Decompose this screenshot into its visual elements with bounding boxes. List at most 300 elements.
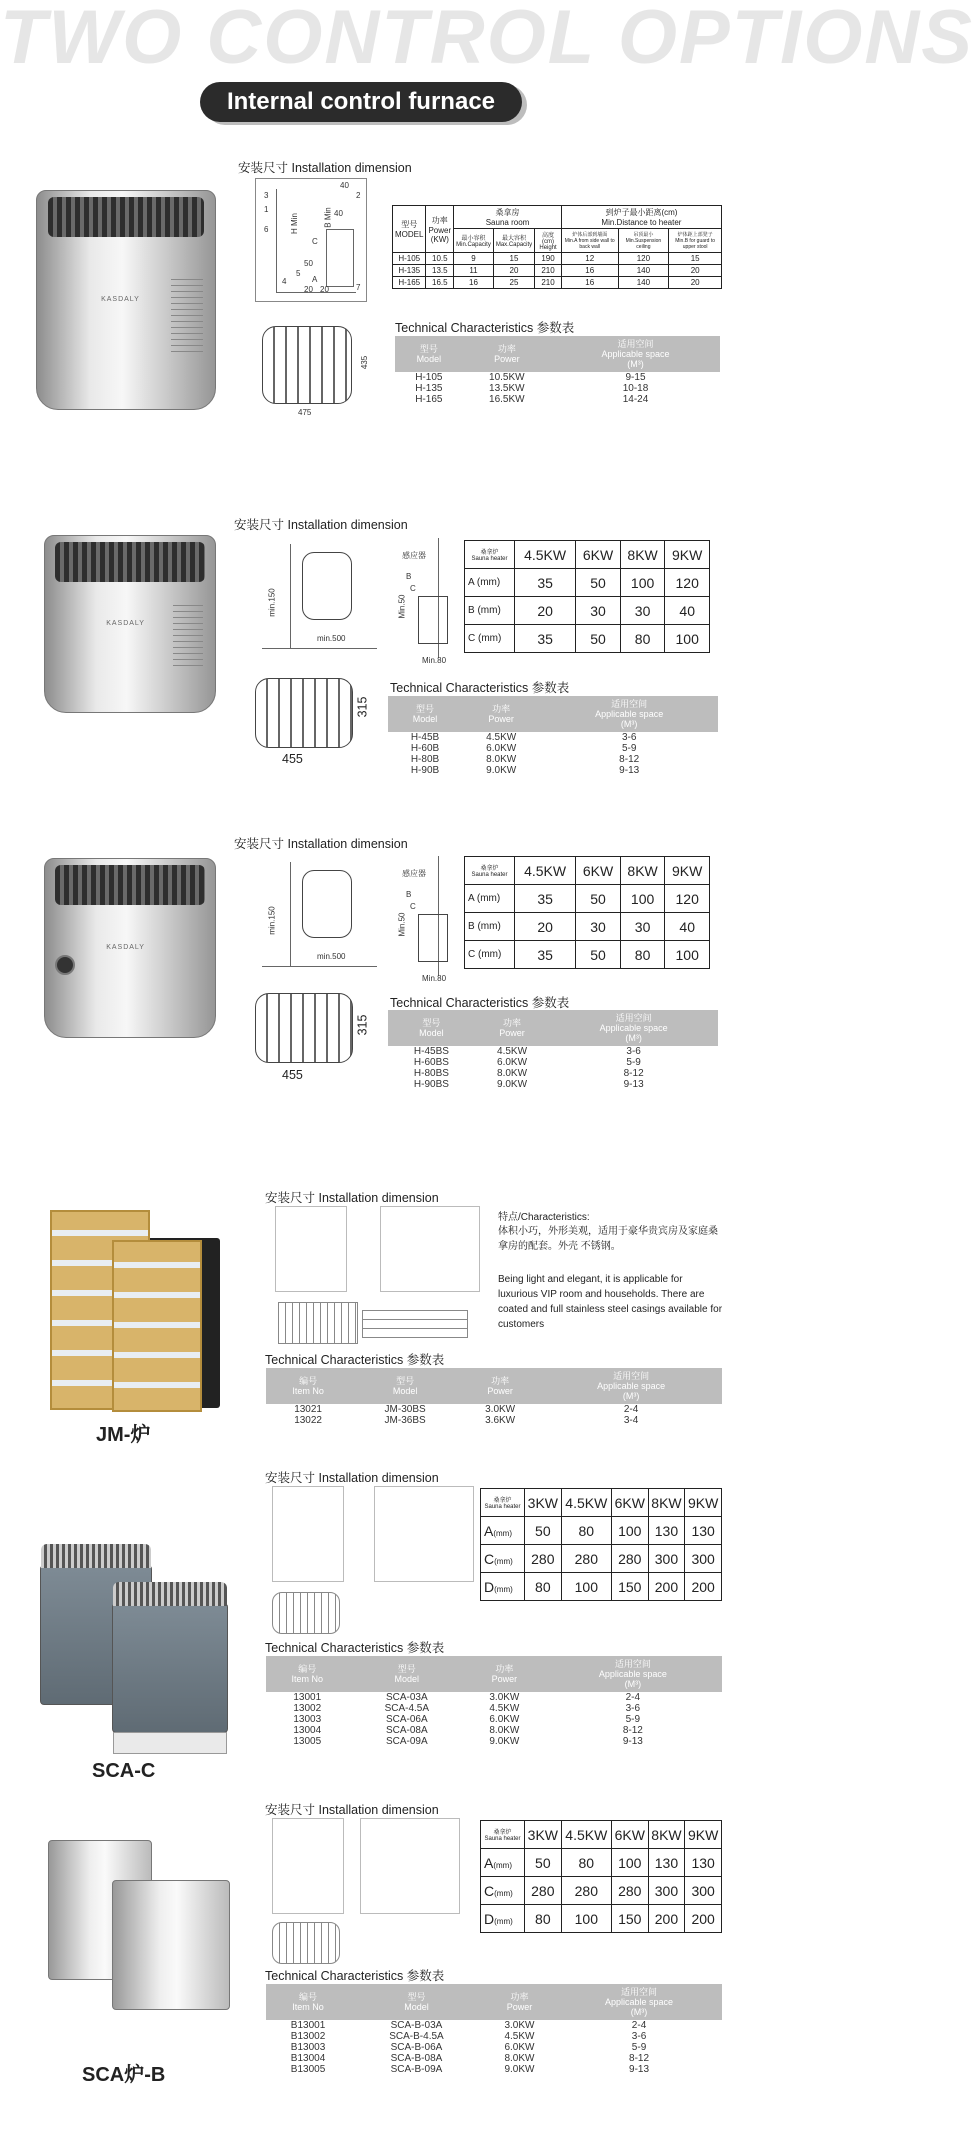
table-cell: 13021: [294, 1404, 322, 1415]
tech-header-cell: 功率 Power: [465, 1656, 544, 1692]
dim-label: 50: [304, 259, 313, 268]
table-row: [388, 765, 718, 776]
th-b: 吊顶最小 Min.Suspension ceiling: [618, 229, 669, 253]
row-unit: (mm): [493, 1528, 512, 1538]
dim-label: B: [406, 890, 412, 899]
th-col: 6KW: [576, 857, 621, 885]
table-cell: 300: [648, 1545, 685, 1573]
table-row: [266, 2020, 722, 2031]
table-cell: 130: [685, 1849, 722, 1877]
table-cell: 30: [576, 597, 621, 625]
tech-header-row: [266, 1984, 722, 2020]
table-cell: 100: [561, 1573, 611, 1601]
tech-header-cell: 适用空间 Applicable space (M³): [540, 1368, 722, 1404]
install-title-sca-b: 安装尺寸 Installation dimension: [265, 1803, 439, 1817]
table-cell: SCA-B-08A: [390, 2053, 443, 2064]
section-pill-title: Internal control furnace: [200, 82, 522, 122]
tech-table-jm: [266, 1368, 722, 1426]
row-label: B (mm): [465, 913, 515, 941]
table-row: [465, 625, 710, 653]
table-cell: 13022: [294, 1415, 322, 1426]
table-cell: H-165: [393, 277, 426, 289]
table-cell: H-45B: [410, 732, 440, 743]
table-cell: 9.0KW: [489, 1736, 520, 1747]
th-sauna: 桑拿房 Sauna room: [454, 206, 562, 229]
dim-label: 1: [264, 205, 269, 214]
top-view-drawing: [262, 326, 352, 404]
row-label: C (mm): [465, 941, 515, 969]
jm-diagram-front: [275, 1206, 347, 1292]
table-cell: 35: [515, 569, 576, 597]
dim-width-label: 455: [282, 1068, 303, 1082]
table-cell: 280: [525, 1545, 562, 1573]
table-row: [395, 394, 720, 405]
dim-label: min.500: [317, 952, 346, 961]
table-row: [266, 1703, 722, 1714]
install-title-2: 安装尺寸 Installation dimension: [234, 518, 408, 532]
table-row: [266, 2042, 722, 2053]
th-distance: 桑拿炉 Sauna heater: [465, 857, 515, 885]
dim-label: C: [410, 902, 416, 911]
tech-header-row: [266, 1656, 722, 1692]
dim-label: C: [410, 584, 416, 593]
tech-title-2: Technical Characteristics 参数表: [390, 681, 570, 695]
row-unit: (mm): [494, 1584, 513, 1594]
tech-header-cell: 型号 Model: [388, 696, 462, 732]
table-cell: 9.0KW: [486, 765, 517, 776]
table-cell: 8.0KW: [486, 754, 517, 765]
table-cell: SCA-08A: [385, 1725, 428, 1736]
table-cell: 130: [648, 1849, 685, 1877]
table-cell: 6.0KW: [489, 1714, 520, 1725]
th-col: 9KW: [685, 1489, 722, 1517]
table-cell: 3-6: [625, 1703, 641, 1714]
dim-label: 2: [356, 191, 361, 200]
th-col: 6KW: [611, 1489, 648, 1517]
row-label: A (mm): [465, 885, 515, 913]
table-cell: 10.5KW: [489, 372, 525, 383]
tech-header-cell: 适用空间 Applicable space (M³): [551, 336, 720, 372]
table-cell: 6.0KW: [497, 1057, 528, 1068]
table-cell: H-165: [415, 394, 443, 405]
th-model: 型号 MODEL: [393, 206, 426, 253]
table-cell: SCA-03A: [385, 1692, 428, 1703]
product-image-h-series: [36, 190, 216, 410]
table-cell: 13.5: [426, 265, 454, 277]
th-col: 9KW: [665, 857, 710, 885]
row-label: C (mm): [465, 625, 515, 653]
clearance-table-sca-b: [480, 1820, 722, 1933]
table-cell: SCA-06A: [385, 1714, 428, 1725]
table-cell: 13004: [293, 1725, 322, 1736]
table-cell: 100: [561, 1905, 611, 1933]
product-label-jm: JM-炉: [96, 1424, 151, 1446]
th-max-cap: 最大容积 Max.Capacity: [493, 229, 534, 253]
table-cell: 200: [648, 1905, 685, 1933]
table-row: [266, 1404, 722, 1415]
table-cell: 16: [454, 277, 494, 289]
th-col: 4.5KW: [561, 1489, 611, 1517]
table-cell: 200: [648, 1573, 685, 1601]
table-cell: 20: [669, 277, 722, 289]
table-row: [393, 277, 722, 289]
dim-label: min.150: [267, 906, 277, 935]
table-row: [266, 1736, 722, 1747]
th-col: 3KW: [525, 1821, 562, 1849]
dim-width-label: 475: [298, 408, 312, 417]
table-cell: 16: [561, 277, 618, 289]
clearance-diagram-side: [388, 538, 460, 668]
table-row: [481, 1517, 722, 1545]
table-cell: 4.5KW: [497, 1046, 528, 1057]
row-label: [481, 1545, 525, 1573]
dim-label: B Min: [323, 207, 333, 228]
table-cell: 200: [685, 1905, 722, 1933]
table-cell: H-80B: [410, 754, 440, 765]
table-cell: 16.5KW: [489, 394, 525, 405]
tech-header-cell: 型号 Model: [350, 1984, 483, 2020]
table-cell: H-80BS: [413, 1068, 449, 1079]
table-cell: 8-12: [629, 2053, 650, 2064]
table-cell: 6.0KW: [486, 743, 517, 754]
table-cell: 30: [576, 913, 621, 941]
row-label: [481, 1905, 525, 1933]
table-cell: 200: [685, 1573, 722, 1601]
table-cell: 6.0KW: [504, 2042, 535, 2053]
tech-title-jm: Technical Characteristics 参数表: [265, 1353, 445, 1367]
table-cell: 4.5KW: [486, 732, 517, 743]
th-col: 8KW: [620, 857, 665, 885]
table-cell: 120: [618, 253, 669, 265]
table-cell: 280: [611, 1545, 648, 1573]
table-cell: 80: [525, 1573, 562, 1601]
jm-features-cn: 体积小巧，外形美观，适用于豪华贵宾房及家庭桑拿房的配套。外壳 不锈钢。: [498, 1226, 718, 1252]
table-cell: SCA-09A: [385, 1736, 428, 1747]
table-cell: 8.0KW: [504, 2053, 535, 2064]
tech-header-cell: 型号 Model: [395, 336, 463, 372]
brand-label: KASDALY: [101, 295, 140, 303]
tech-header-cell: 适用空间 Applicable space (M³): [544, 1656, 722, 1692]
table-cell: 2-4: [625, 1692, 641, 1703]
table-cell: 3.6KW: [485, 1415, 516, 1426]
table-cell: 100: [611, 1517, 648, 1545]
table-row: [481, 1573, 722, 1601]
product-image-h-b-series: [44, 535, 216, 713]
row-label: [481, 1517, 525, 1545]
table-cell: 300: [648, 1877, 685, 1905]
dim-label: Min.50: [397, 594, 407, 619]
table-cell: SCA-B-4.5A: [389, 2031, 444, 2042]
row-label: [481, 1849, 525, 1877]
table-row: [395, 372, 720, 383]
sca-c-diagram-side: [374, 1486, 474, 1582]
tech-table-h-bs: [388, 1010, 718, 1090]
table-cell: 150: [611, 1573, 648, 1601]
row-letter: C: [484, 1550, 495, 1567]
th-distance: 到炉子最小距离(cm) Min.Distance to heater: [561, 206, 721, 229]
brand-label: KASDALY: [106, 944, 145, 952]
th-distance: 桑拿炉 Sauna heater: [481, 1821, 525, 1849]
table-cell: 12: [561, 253, 618, 265]
table-row: [388, 754, 718, 765]
table-cell: SCA-B-03A: [390, 2020, 443, 2031]
tech-title-1: Technical Characteristics 参数表: [395, 321, 575, 335]
table-cell: 210: [535, 265, 562, 277]
table-cell: 280: [525, 1877, 562, 1905]
sca-b-diagram-top: [272, 1922, 340, 1964]
table-cell: 80: [620, 625, 665, 653]
table-cell: H-135: [415, 383, 443, 394]
table-cell: 190: [535, 253, 562, 265]
table-cell: 120: [665, 569, 710, 597]
product-label-sca-b: SCA炉-B: [82, 2064, 166, 2086]
table-row: [388, 1046, 718, 1057]
table-cell: 280: [561, 1877, 611, 1905]
tech-header-cell: 适用空间 Applicable space (M³): [556, 1984, 722, 2020]
tech-header-cell: 编号 Item No: [266, 1984, 350, 2020]
tech-header-cell: 功率 Power: [460, 1368, 540, 1404]
product-image-h-bs-series: [44, 858, 216, 1038]
table-cell: 3-4: [623, 1415, 639, 1426]
table-row: [388, 743, 718, 754]
table-cell: 50: [525, 1849, 562, 1877]
table-cell: 130: [648, 1517, 685, 1545]
tech-header-cell: 功率 Power: [463, 336, 551, 372]
jm-diagram-table: [362, 1310, 468, 1338]
row-letter: D: [484, 1578, 495, 1595]
table-row: [393, 253, 722, 265]
tech-header-cell: 编号 Item No: [266, 1656, 349, 1692]
table-cell: 11: [454, 265, 494, 277]
table-row: [465, 885, 710, 913]
table-cell: SCA-B-09A: [390, 2064, 443, 2075]
table-cell: 50: [576, 885, 621, 913]
table-cell: 13005: [293, 1736, 322, 1747]
tech-header-row: [266, 1368, 722, 1404]
table-cell: 3-6: [631, 2031, 647, 2042]
dim-label: min.150: [267, 588, 277, 617]
table-cell: 300: [685, 1545, 722, 1573]
dim-height-label: 315: [355, 1014, 370, 1036]
th-col: 6KW: [576, 541, 621, 569]
table-cell: 35: [515, 625, 576, 653]
table-cell: SCA-B-06A: [390, 2042, 443, 2053]
clearance-table-h-bs: [464, 856, 710, 969]
table-row: [481, 1877, 722, 1905]
table-cell: 4.5KW: [504, 2031, 535, 2042]
th-col: 4.5KW: [561, 1821, 611, 1849]
table-cell: H-60BS: [413, 1057, 449, 1068]
table-cell: 5-9: [626, 1057, 641, 1068]
tech-header-row: [388, 1010, 718, 1046]
row-label: A (mm): [465, 569, 515, 597]
tech-title-sca-c: Technical Characteristics 参数表: [265, 1641, 445, 1655]
table-cell: 30: [620, 913, 665, 941]
table-cell: 5-9: [631, 2042, 647, 2053]
tech-header-cell: 型号 Model: [388, 1010, 475, 1046]
table-row: [388, 1079, 718, 1090]
dim-label: Min.80: [422, 656, 447, 665]
table-cell: 9-13: [623, 1079, 644, 1090]
table-cell: 15: [493, 253, 534, 265]
brand-label: KASDALY: [106, 620, 145, 628]
sca-c-diagram-front: [272, 1486, 344, 1582]
product-image-sca-c-front: [112, 1603, 228, 1733]
table-cell: 3.0KW: [489, 1692, 520, 1703]
row-unit: (mm): [494, 1888, 513, 1898]
table-cell: 30: [620, 597, 665, 625]
table-cell: 20: [493, 265, 534, 277]
table-cell: 50: [576, 625, 621, 653]
table-cell: 9-15: [625, 372, 646, 383]
table-cell: 15: [669, 253, 722, 265]
table-row: [481, 1849, 722, 1877]
dim-label: 5: [296, 269, 301, 278]
table-row: [481, 1545, 722, 1573]
table-cell: 16.5: [426, 277, 454, 289]
install-title-3: 安装尺寸 Installation dimension: [234, 837, 408, 851]
dim-label: C: [312, 237, 318, 246]
table-cell: 80: [561, 1517, 611, 1545]
table-cell: 20: [515, 913, 576, 941]
tech-table-sca-b: [266, 1984, 722, 2075]
row-label: B (mm): [465, 597, 515, 625]
th-distance: 桑拿炉 Sauna heater: [481, 1489, 525, 1517]
tech-header-cell: 功率 Power: [462, 696, 540, 732]
table-cell: 3-6: [621, 732, 637, 743]
row-letter: D: [484, 1910, 495, 1927]
table-row: [266, 1415, 722, 1426]
table-row: [266, 1692, 722, 1703]
table-cell: 9.0KW: [497, 1079, 528, 1090]
table-cell: B13005: [290, 2064, 326, 2075]
sca-b-diagram-side: [360, 1818, 460, 1914]
table-cell: 50: [576, 941, 621, 969]
th-col: 9KW: [665, 541, 710, 569]
install-title-jm: 安装尺寸 Installation dimension: [265, 1191, 439, 1205]
table-cell: B13001: [290, 2020, 326, 2031]
table-cell: 9-13: [629, 2064, 650, 2075]
table-cell: 100: [620, 885, 665, 913]
table-cell: 8-12: [622, 1725, 643, 1736]
dim-label: 7: [356, 283, 361, 292]
jm-features-en: Being light and elegant, it is applicable for luxurious VIP room and households. There are coated and full stainless steel casings available for customers: [498, 1274, 723, 1330]
control-knob-icon: [55, 955, 75, 975]
clearance-diagram-front: [262, 856, 382, 971]
tech-header-cell: 功率 Power: [483, 1984, 556, 2020]
table-cell: H-45BS: [413, 1046, 449, 1057]
tech-header-cell: 型号 Model: [349, 1656, 466, 1692]
th-col: 4.5KW: [515, 857, 576, 885]
dim-label: min.500: [317, 634, 346, 643]
row-unit: (mm): [493, 1860, 512, 1870]
jm-diagram-side: [380, 1206, 480, 1292]
dim-height-label: 315: [355, 696, 370, 718]
table-cell: 35: [515, 885, 576, 913]
row-label: [481, 1877, 525, 1905]
row-label: [481, 1573, 525, 1601]
dim-label: A: [312, 275, 318, 284]
table-cell: 8-12: [623, 1068, 644, 1079]
th-a: 炉体后部到墙面 Min.A from side wall to back wall: [561, 229, 618, 253]
table-row: [266, 2053, 722, 2064]
clearance-diagram-side: [388, 856, 460, 986]
sca-b-diagram-front: [272, 1818, 344, 1914]
table-row: [266, 2031, 722, 2042]
table-row: [266, 2064, 722, 2075]
table-cell: 13.5KW: [489, 383, 525, 394]
dim-label: Min.50: [397, 912, 407, 937]
table-cell: 140: [618, 277, 669, 289]
th-col: 8KW: [648, 1489, 685, 1517]
table-cell: 20: [669, 265, 722, 277]
table-cell: 9-13: [622, 1736, 643, 1747]
table-cell: H-105: [415, 372, 443, 383]
tech-table-sca-c: [266, 1656, 722, 1747]
table-cell: 3.0KW: [485, 1404, 516, 1415]
tech-header-row: [388, 696, 718, 732]
product-image-sca-b-front: [112, 1880, 230, 2010]
table-cell: 280: [611, 1877, 648, 1905]
install-title-sca-c: 安装尺寸 Installation dimension: [265, 1471, 439, 1485]
tech-table-h-series: [395, 336, 720, 405]
table-cell: 20: [515, 597, 576, 625]
table-cell: 25: [493, 277, 534, 289]
th-min-cap: 最小容积 Min.Capacity: [454, 229, 494, 253]
table-cell: 2-4: [631, 2020, 647, 2031]
jm-diagram-top: [278, 1302, 358, 1344]
table-cell: B13004: [290, 2053, 326, 2064]
table-cell: 80: [620, 941, 665, 969]
dim-label: Min.80: [422, 974, 447, 983]
table-cell: 140: [618, 265, 669, 277]
table-row: [465, 569, 710, 597]
table-row: [481, 1905, 722, 1933]
table-cell: 3-6: [626, 1046, 641, 1057]
table-cell: 5-9: [621, 743, 637, 754]
table-cell: 100: [665, 625, 710, 653]
table-cell: B13002: [290, 2031, 326, 2042]
row-letter: A: [484, 1522, 494, 1539]
table-cell: 5-9: [625, 1714, 641, 1725]
tech-header-cell: 型号 Model: [350, 1368, 460, 1404]
table-cell: 50: [525, 1517, 562, 1545]
table-cell: 10.5: [426, 253, 454, 265]
table-cell: 300: [685, 1877, 722, 1905]
table-cell: 100: [611, 1849, 648, 1877]
tech-header-row: [395, 336, 720, 372]
table-cell: 8.0KW: [489, 1725, 520, 1736]
tech-header-cell: 编号 Item No: [266, 1368, 350, 1404]
th-height: 高度(cm) Height: [535, 229, 562, 253]
th-col: 4.5KW: [515, 541, 576, 569]
table-row: [465, 597, 710, 625]
table-row: [388, 1068, 718, 1079]
th-distance: 桑拿炉 Sauna heater: [465, 541, 515, 569]
table-cell: B13003: [290, 2042, 326, 2053]
product-image-jm-second: [112, 1240, 202, 1412]
table-cell: 100: [665, 941, 710, 969]
table-cell: 80: [525, 1905, 562, 1933]
table-cell: H-105: [393, 253, 426, 265]
watermark-heading: TWO CONTROL OPTIONS: [0, 0, 974, 80]
dim-label: 4: [282, 277, 287, 286]
table-cell: 120: [665, 885, 710, 913]
table-cell: 40: [665, 913, 710, 941]
spec-table-h-series: [392, 205, 722, 289]
table-cell: 8-12: [619, 754, 640, 765]
product-label-sca-c: SCA-C: [92, 1760, 156, 1782]
